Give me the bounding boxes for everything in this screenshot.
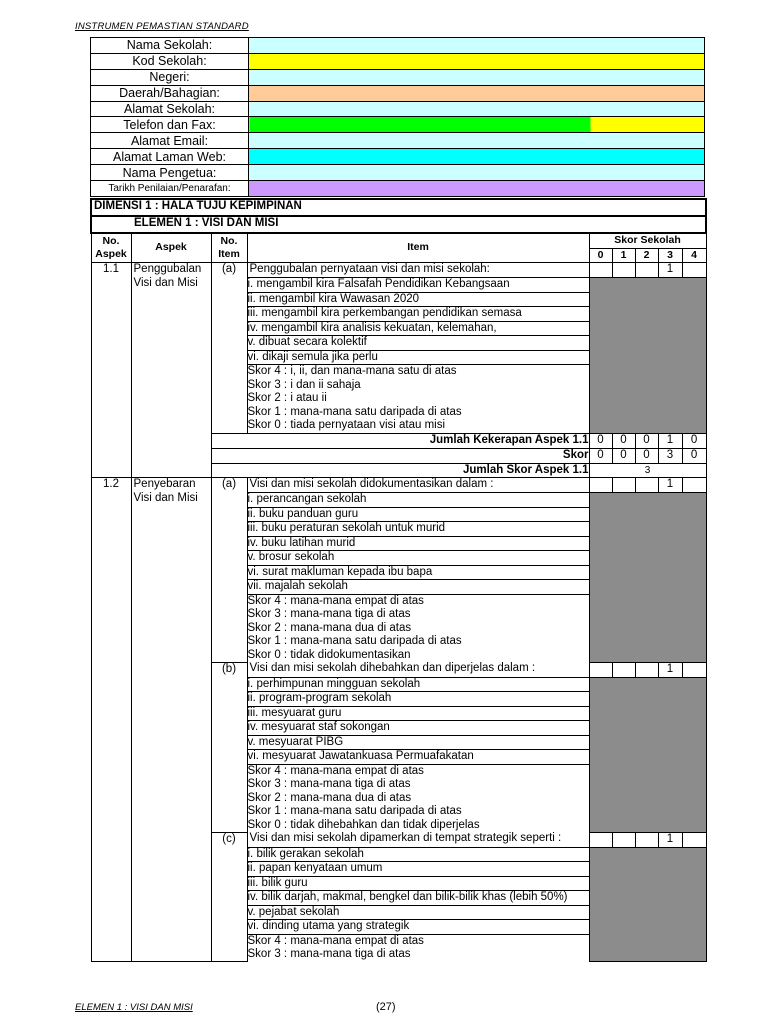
info-label: Telefon dan Fax: <box>91 117 249 133</box>
total-skor-value: 3 <box>589 463 706 478</box>
criteria-item: vi. dinding utama yang strategik <box>247 920 589 935</box>
info-label: Daerah/Bahagian: <box>91 85 249 101</box>
criteria-item: v. pejabat sekolah <box>247 905 589 920</box>
col-skor-sekolah: Skor Sekolah <box>589 233 706 248</box>
criteria-item: vi. dikaji semula jika perlu <box>247 350 589 365</box>
total-label: Jumlah Kekerapan Aspek 1.1 <box>211 433 589 448</box>
aspek-name: Penggubalan Visi dan Misi <box>131 263 211 478</box>
criteria-item: vi. mesyuarat Jawatankuasa Permuafakatan <box>247 750 589 765</box>
skor-line: Skor 2 : i atau ii <box>247 392 327 404</box>
dimensi-title: DIMENSI 1 : HALA TUJU KEPIMPINAN <box>91 199 706 216</box>
score-col-3: 3 <box>658 248 682 263</box>
item-title: Penggubalan pernyataan visi dan misi sekolah: <box>247 263 589 278</box>
aspek-no: 1.1 <box>91 263 131 478</box>
criteria-item: iii. buku peraturan sekolah untuk murid <box>247 522 589 537</box>
item-no: (a) <box>211 263 247 434</box>
skor-line: Skor 1 : mana-mana satu daripada di atas <box>247 405 462 418</box>
skor-line: Skor 0 : tidak didokumentasikan <box>247 648 411 661</box>
item-row <box>91 478 706 493</box>
criteria-item: i. mengambil kira Falsafah Pendidikan Kebangsaan <box>247 278 589 293</box>
criteria-item: v. dibuat secara kolektif <box>247 336 589 351</box>
criteria-item: iv. bilik darjah, makmal, bengkel dan bilik-bilik khas (lebih 50%) <box>247 891 589 906</box>
criteria-item: v. mesyuarat PIBG <box>247 735 589 750</box>
info-label: Nama Pengetua: <box>91 165 249 181</box>
total-value: 3 <box>658 448 682 463</box>
criteria-item: i. perhimpunan mingguan sekolah <box>247 677 589 692</box>
score-cell[interactable] <box>682 662 706 677</box>
info-field[interactable] <box>249 181 705 197</box>
skor-line: Skor 2 : mana-mana dua di atas <box>247 621 412 634</box>
score-cell[interactable] <box>589 662 612 677</box>
skor-line: Skor 0 : tidak dihebahkan dan tidak diperjelas <box>247 818 480 831</box>
total-value: 0 <box>682 433 706 448</box>
info-label: Nama Sekolah: <box>91 38 249 54</box>
school-info-table <box>90 37 705 197</box>
skor-line: Skor 3 : mana-mana tiga di atas <box>247 948 411 960</box>
col-aspek: Aspek <box>131 233 211 263</box>
info-label: Alamat Laman Web: <box>91 149 249 165</box>
criteria-item: vi. surat makluman kepada ibu bapa <box>247 565 589 580</box>
criteria-item: iv. mengambil kira analisis kekuatan, kelemahan, <box>247 321 589 336</box>
skor-line: Skor 1 : mana-mana satu daripada di atas <box>247 635 462 647</box>
shaded-area <box>589 493 706 663</box>
col-no-aspek: No. Aspek <box>91 233 131 263</box>
shaded-area <box>589 847 706 962</box>
info-field[interactable] <box>249 101 705 117</box>
total-value: 0 <box>635 433 658 448</box>
score-cell[interactable] <box>612 263 635 278</box>
document-header: INSTRUMEN PEMASTIAN STANDARD <box>75 21 249 32</box>
info-field[interactable] <box>249 85 705 101</box>
total-value: 0 <box>682 448 706 463</box>
score-col-1: 1 <box>612 248 635 263</box>
skor-line: Skor 2 : mana-mana dua di atas <box>247 791 412 804</box>
footer-element: ELEMEN 1 : VISI DAN MISI <box>75 1002 193 1013</box>
item-no: (a) <box>211 478 247 663</box>
criteria-item: i. bilik gerakan sekolah <box>247 847 589 862</box>
info-field[interactable] <box>249 69 705 85</box>
shaded-area <box>589 677 706 832</box>
criteria-item: vii. majalah sekolah <box>247 580 589 595</box>
score-col-4: 4 <box>682 248 706 263</box>
info-row <box>91 117 705 133</box>
item-no: (b) <box>211 662 247 832</box>
score-cell[interactable] <box>635 662 658 677</box>
criteria-item: iii. mesyuarat guru <box>247 706 589 721</box>
info-row <box>91 101 705 117</box>
total-label: Skor <box>211 448 589 463</box>
item-title: Visi dan misi sekolah dihebahkan dan diperjelas dalam : <box>247 662 589 677</box>
info-label: Tarikh Penilaian/Penarafan: <box>91 181 249 197</box>
score-col-0: 0 <box>589 248 612 263</box>
skor-guide <box>247 764 589 832</box>
criteria-item: ii. buku panduan guru <box>247 507 589 522</box>
aspek-no: 1.2 <box>91 478 131 962</box>
info-label: Kod Sekolah: <box>91 53 249 69</box>
score-cell[interactable] <box>682 263 706 278</box>
criteria-item: ii. program-program sekolah <box>247 692 589 707</box>
score-col-2: 2 <box>635 248 658 263</box>
shaded-area <box>589 278 706 434</box>
total-value: 0 <box>612 448 635 463</box>
info-row <box>91 133 705 149</box>
skor-line: Skor 1 : mana-mana satu daripada di atas <box>247 805 462 817</box>
info-field[interactable] <box>249 165 705 181</box>
score-cell[interactable] <box>635 832 658 847</box>
info-label: Alamat Sekolah: <box>91 101 249 117</box>
elemen-title: ELEMEN 1 : VISI DAN MISI <box>91 216 706 233</box>
score-cell[interactable] <box>589 832 612 847</box>
score-cell[interactable]: 1 <box>658 263 682 278</box>
assessment-table <box>90 198 707 962</box>
score-cell[interactable] <box>682 478 706 493</box>
item-title: Visi dan misi sekolah didokumentasikan dalam : <box>247 478 589 493</box>
total-value: 0 <box>589 433 612 448</box>
skor-line: Skor 4 : i, ii, dan mana-mana satu di atas <box>247 365 457 377</box>
score-cell[interactable] <box>612 478 635 493</box>
col-no-item: No. Item <box>211 233 247 263</box>
score-cell[interactable] <box>589 478 612 493</box>
info-field[interactable] <box>249 133 705 149</box>
score-cell[interactable]: 1 <box>658 478 682 493</box>
skor-line: Skor 3 : i dan ii sahaja <box>247 378 361 391</box>
total-value: 1 <box>658 433 682 448</box>
score-cell[interactable] <box>612 662 635 677</box>
info-row <box>91 149 705 165</box>
info-row <box>91 69 705 85</box>
score-cell[interactable] <box>635 263 658 278</box>
aspek-name: Penyebaran Visi dan Misi <box>131 478 211 962</box>
item-no: (c) <box>211 832 247 962</box>
skor-line: Skor 4 : mana-mana empat di atas <box>247 764 424 777</box>
info-field[interactable] <box>249 149 705 165</box>
score-cell[interactable]: 1 <box>658 832 682 847</box>
score-cell[interactable] <box>635 478 658 493</box>
criteria-item: iii. mengambil kira perkembangan pendidikan semasa <box>247 307 589 322</box>
col-item: Item <box>247 233 589 263</box>
score-cell[interactable] <box>589 263 612 278</box>
skor-line: Skor 3 : mana-mana tiga di atas <box>247 608 411 620</box>
total-value: 0 <box>589 448 612 463</box>
criteria-item: i. perancangan sekolah <box>247 493 589 508</box>
total-value: 0 <box>612 433 635 448</box>
criteria-item: ii. papan kenyataan umum <box>247 862 589 877</box>
skor-line: Skor 0 : tiada pernyataan visi atau misi <box>247 419 446 431</box>
info-label: Negeri: <box>91 69 249 85</box>
skor-guide <box>247 934 589 962</box>
info-row <box>91 53 705 69</box>
skor-guide <box>247 594 589 662</box>
info-row <box>91 38 705 54</box>
skor-line: Skor 4 : mana-mana empat di atas <box>247 594 424 607</box>
criteria-item: ii. mengambil kira Wawasan 2020 <box>247 292 589 307</box>
info-row <box>91 85 705 101</box>
info-label: Alamat Email: <box>91 133 249 149</box>
criteria-item: iv. buku latihan murid <box>247 536 589 551</box>
criteria-item: iii. bilik guru <box>247 876 589 891</box>
page-number: (27) <box>376 1001 396 1013</box>
info-field[interactable] <box>249 117 705 133</box>
total-label: Jumlah Skor Aspek 1.1 <box>211 463 589 478</box>
item-row <box>91 263 706 278</box>
score-cell[interactable]: 1 <box>658 662 682 677</box>
info-row <box>91 165 705 181</box>
skor-guide <box>247 365 589 434</box>
skor-line: Skor 4 : mana-mana empat di atas <box>247 934 424 947</box>
info-field[interactable] <box>249 38 705 54</box>
info-row <box>91 181 705 197</box>
skor-line: Skor 3 : mana-mana tiga di atas <box>247 778 411 790</box>
item-title: Visi dan misi sekolah dipamerkan di tempat strategik seperti : <box>247 832 589 847</box>
total-value: 0 <box>635 448 658 463</box>
criteria-item: iv. mesyuarat staf sokongan <box>247 721 589 736</box>
info-field[interactable] <box>249 53 705 69</box>
score-cell[interactable] <box>612 832 635 847</box>
score-cell[interactable] <box>682 832 706 847</box>
criteria-item: v. brosur sekolah <box>247 551 589 566</box>
